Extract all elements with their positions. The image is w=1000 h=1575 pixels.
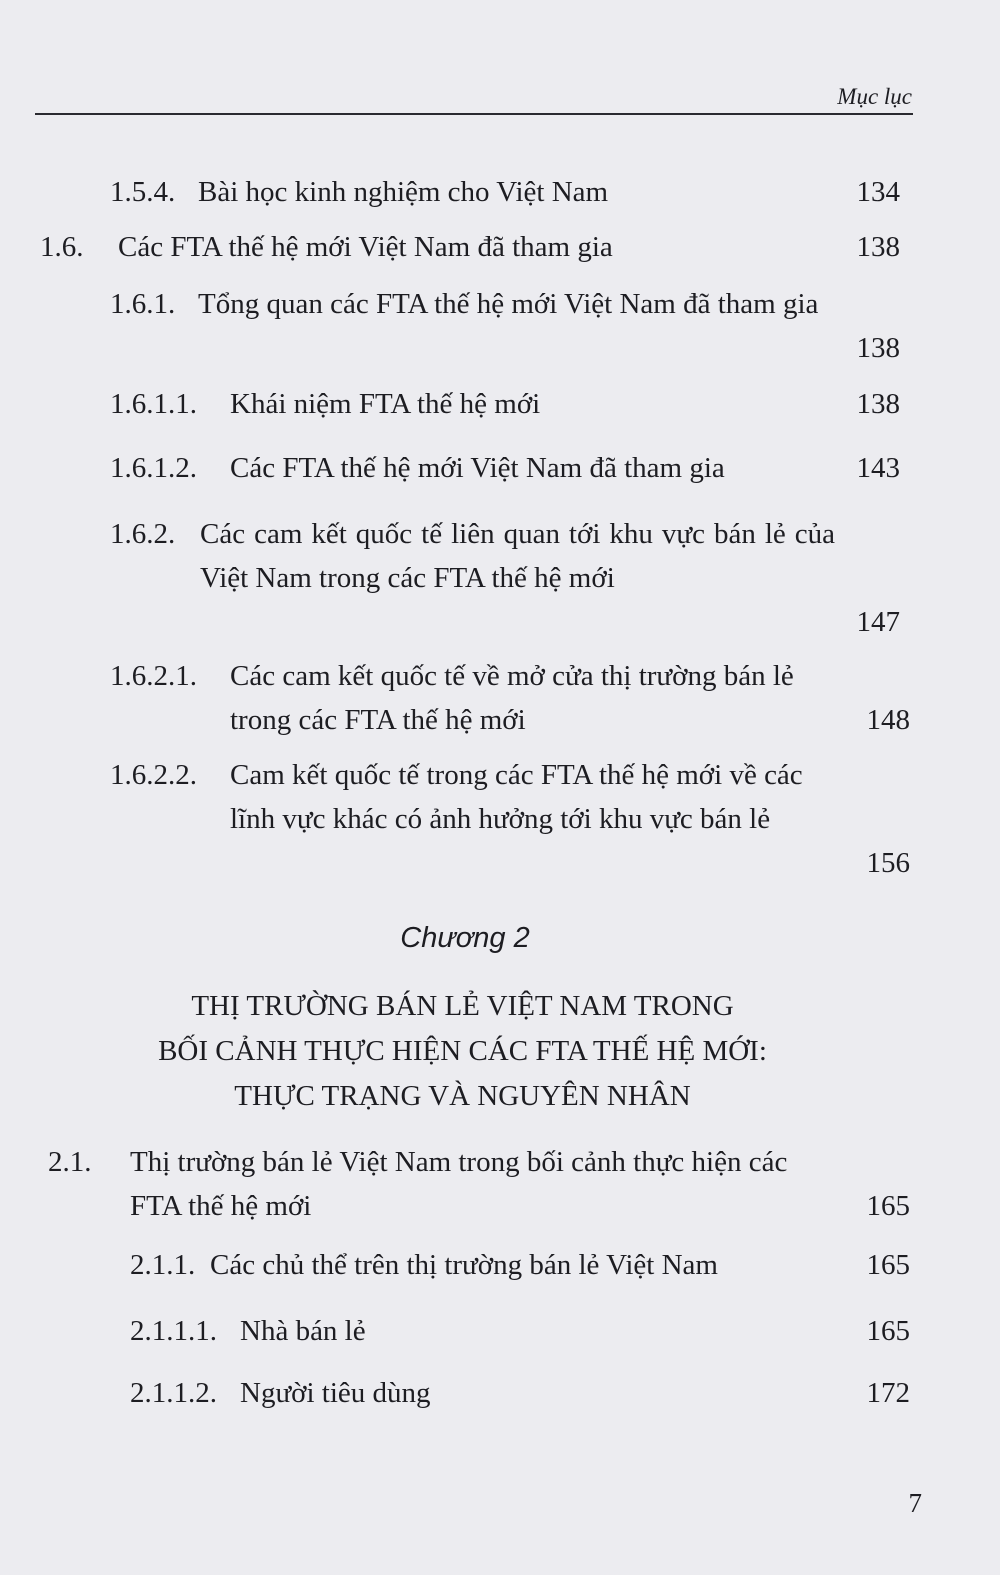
toc-entry-title: Các chủ thể trên thị trường bán lẻ Việt Nam [210, 1249, 718, 1281]
chapter-title-line: THỊ TRƯỜNG BÁN LẺ VIỆT NAM TRONG [191, 990, 734, 1022]
toc-entry-number: 1.6.1. [110, 288, 176, 320]
toc-entry-title: Bài học kinh nghiệm cho Việt Nam [198, 176, 609, 208]
toc-entry-page: 147 [856, 606, 900, 638]
toc-entry-number: 2.1.1.1. [130, 1315, 217, 1347]
toc-entry-page: 138 [856, 332, 900, 364]
toc-entry-number: 1.6.1.1. [110, 388, 197, 420]
toc-entry-page: 165 [866, 1190, 910, 1222]
toc-entry-number: 1.5.4. [110, 176, 176, 208]
toc-entry-page: 156 [866, 847, 910, 879]
toc-entry-page: 138 [856, 388, 900, 420]
chapter-title-line: BỐI CẢNH THỰC HIỆN CÁC FTA THẾ HỆ MỚI: [158, 1035, 767, 1067]
toc-entry-page: 172 [866, 1377, 910, 1409]
toc-entry-title: Các cam kết quốc tế về mở cửa thị trường bán lẻ trong các FTA thế hệ mới [230, 660, 794, 736]
toc-entry-title: Thị trường bán lẻ Việt Nam trong bối cảnh thực hiện các FTA thế hệ mới [130, 1146, 788, 1222]
toc-entry-number: 2.1.1.2. [130, 1377, 217, 1409]
page-number: 7 [908, 1488, 922, 1518]
toc-entry-title: Tổng quan các FTA thế hệ mới Việt Nam đã tham gia [198, 288, 819, 320]
toc-entry-title: Người tiêu dùng [240, 1377, 431, 1409]
toc-entry-page: 165 [866, 1249, 910, 1281]
toc-entry-title: Các FTA thế hệ mới Việt Nam đã tham gia [118, 231, 613, 263]
toc-entry-title: Các FTA thế hệ mới Việt Nam đã tham gia [230, 452, 725, 484]
toc-entry-number: 2.1.1. [130, 1249, 196, 1281]
toc-entry-page: 143 [856, 452, 900, 484]
toc-entry-title: Các cam kết quốc tế liên quan tới khu vực bán lẻ của Việt Nam trong các FTA thế hệ mới [200, 518, 835, 594]
running-head: Mục lục [837, 84, 912, 109]
toc-entry-page: 148 [866, 704, 910, 736]
toc-entry-title: Khái niệm FTA thế hệ mới [230, 388, 541, 420]
header-rule [35, 113, 913, 115]
toc-entry-page: 134 [856, 176, 900, 208]
toc-entry-page: 165 [866, 1315, 910, 1347]
toc-entry-number: 1.6.2. [110, 518, 176, 550]
toc-entry-number: 1.6.2.1. [110, 660, 197, 692]
toc-entry-page: 138 [856, 231, 900, 263]
chapter-label: Chương 2 [400, 922, 530, 954]
toc-entry-title: Nhà bán lẻ [240, 1315, 366, 1347]
chapter-title-line: THỰC TRẠNG VÀ NGUYÊN NHÂN [234, 1080, 691, 1112]
toc-entry-number: 1.6.2.2. [110, 759, 197, 791]
toc-entry-number: 2.1. [48, 1146, 92, 1178]
toc-entry-number: 1.6. [40, 231, 84, 263]
toc-entry-number: 1.6.1.2. [110, 452, 197, 484]
chapter-title [0, 984, 925, 1119]
toc-entry-title: Cam kết quốc tế trong các FTA thế hệ mới về các lĩnh vực khác có ảnh hưởng tới khu vực bán lẻ [230, 759, 803, 835]
